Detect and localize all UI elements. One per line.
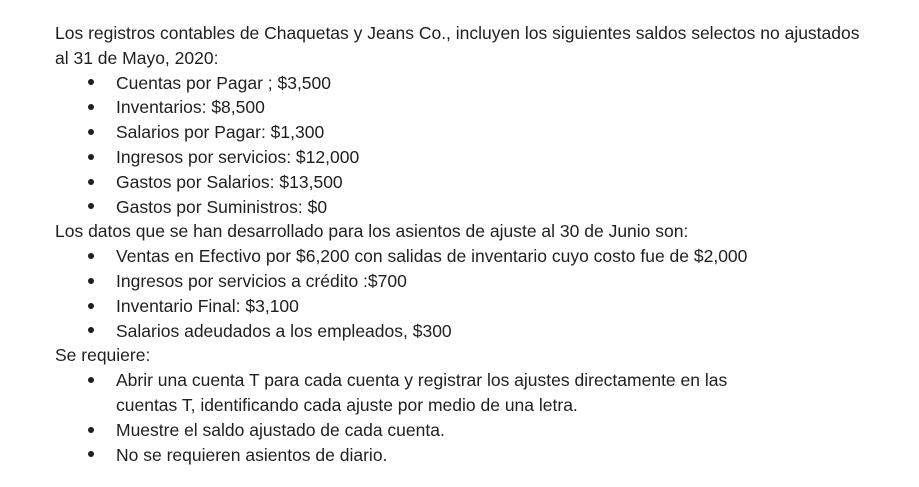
list-item — [55, 170, 875, 195]
list-item-text: Salarios por Pagar: $1,300 — [116, 122, 325, 143]
bullet-icon — [85, 170, 97, 195]
bullet-icon — [85, 145, 97, 170]
bullet-icon — [85, 269, 97, 294]
bullet-icon — [85, 195, 97, 220]
requirements-list — [55, 368, 875, 467]
list-item-text: Gastos por Suministros: $0 — [116, 196, 328, 217]
bullet-icon — [85, 443, 97, 468]
list-item-text: Gastos por Salarios: $13,500 — [116, 171, 343, 192]
list-item — [55, 244, 875, 269]
list-item-text: Abrir una cuenta T para cada cuenta y registrar los ajustes directamente en las cuentas T, identificando cada ajuste por medio de una letra. — [116, 370, 728, 415]
list-item — [55, 95, 875, 120]
list-item-text: Ingresos por servicios a crédito :$700 — [116, 270, 407, 291]
bullet-icon — [85, 368, 97, 393]
list-item-text: Ventas en Efectivo por $6,200 con salidas de inventario cuyo costo fue de $2,000 — [116, 246, 748, 267]
bullet-icon — [85, 95, 97, 120]
list-item-text: Cuentas por Pagar ; $3,500 — [116, 72, 332, 93]
list-item — [55, 145, 875, 170]
bullet-icon — [85, 244, 97, 269]
adjustments-intro-paragraph: Los datos que se han desarrollado para los asientos de ajuste al 30 de Junio son: — [55, 221, 689, 242]
requirements-intro-paragraph: Se requiere: — [55, 345, 151, 366]
list-item — [55, 443, 875, 468]
list-item — [55, 368, 875, 418]
list-item-text: No se requieren asientos de diario. — [116, 444, 388, 465]
list-item — [55, 120, 875, 145]
list-item — [55, 71, 875, 96]
intro-paragraph: Los registros contables de Chaquetas y Jeans Co., incluyen los siguientes saldos selectos no ajustados al 31 de Mayo, 2020: — [55, 23, 860, 68]
list-item-text: Salarios adeudados a los empleados, $300 — [116, 320, 452, 341]
document-body — [55, 21, 875, 467]
bullet-icon — [85, 120, 97, 145]
list-item — [55, 418, 875, 443]
adjustments-list — [55, 244, 875, 343]
bullet-icon — [85, 319, 97, 344]
list-item — [55, 269, 875, 294]
list-item — [55, 294, 875, 319]
list-item-text: Inventario Final: $3,100 — [116, 295, 299, 316]
bullet-icon — [85, 294, 97, 319]
bullet-icon — [85, 418, 97, 443]
list-item-text: Ingresos por servicios: $12,000 — [116, 146, 360, 167]
list-item-text: Inventarios: $8,500 — [116, 97, 265, 118]
list-item — [55, 319, 875, 344]
balances-list — [55, 71, 875, 220]
list-item-text: Muestre el saldo ajustado de cada cuenta. — [116, 419, 445, 440]
list-item — [55, 195, 875, 220]
bullet-icon — [85, 71, 97, 96]
